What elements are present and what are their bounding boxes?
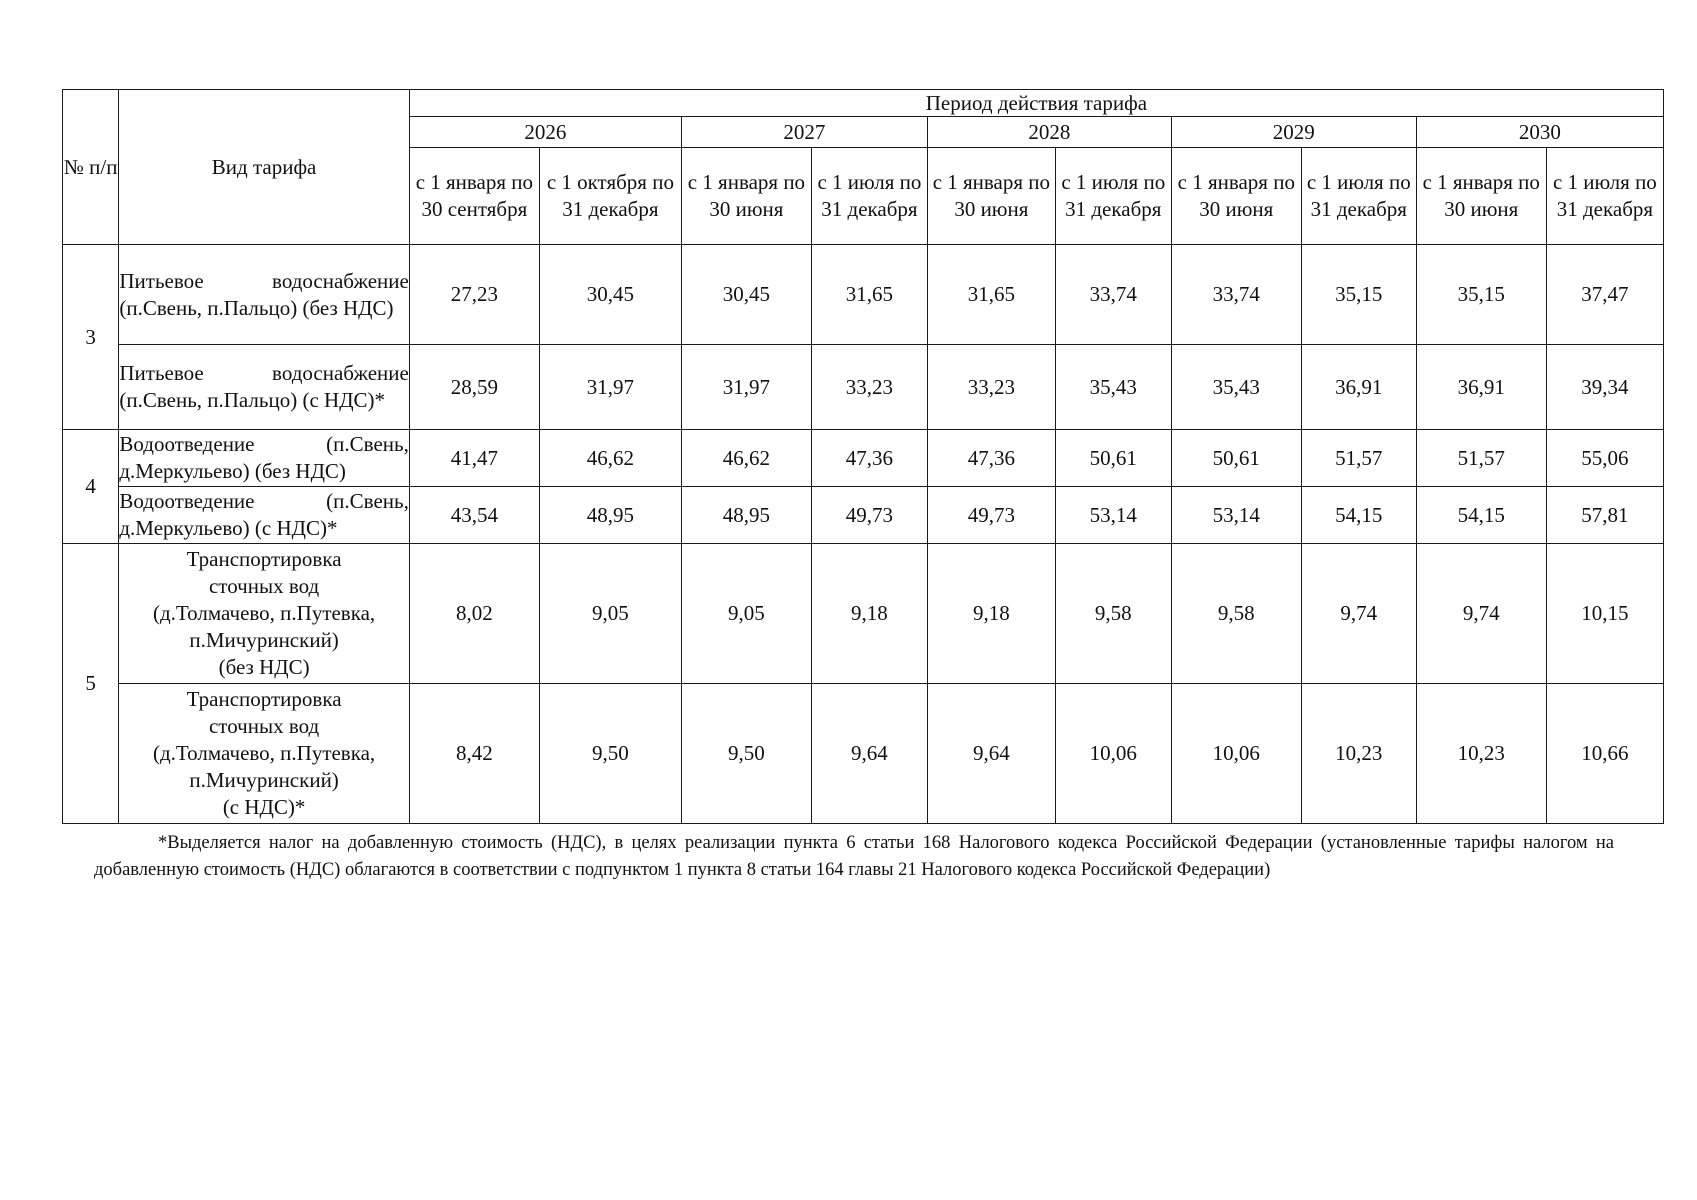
tariff-name-line: Транспортировка [186, 687, 342, 711]
tariff-value: 9,18 [811, 544, 927, 684]
tariff-value: 48,95 [539, 487, 681, 544]
tariff-value: 9,50 [681, 684, 811, 824]
tariff-name-line: (без НДС) [218, 655, 310, 679]
tariff-value: 35,15 [1301, 245, 1416, 345]
tariff-value: 9,64 [811, 684, 927, 824]
tariff-value: 10,66 [1546, 684, 1663, 824]
tariff-name-line: (д.Толмачево, п.Путевка, [153, 741, 376, 765]
header-period: Период действия тарифа [409, 90, 1663, 117]
tariff-value: 53,14 [1171, 487, 1301, 544]
header-year: 2028 [927, 117, 1171, 148]
table-row [63, 245, 1664, 345]
header-num: № п/п [63, 90, 119, 245]
tariff-value: 47,36 [927, 430, 1055, 487]
tariff-value: 48,95 [681, 487, 811, 544]
tariff-value: 37,47 [1546, 245, 1663, 345]
row-number: 4 [63, 430, 119, 544]
table-row [63, 544, 1664, 684]
tariff-name-line: (д.Толмачево, п.Путевка, [153, 601, 376, 625]
header-period-range: с 1 октября по 31 декабря [539, 148, 681, 245]
tariff-value: 10,23 [1301, 684, 1416, 824]
tariff-value: 36,91 [1416, 345, 1546, 430]
tariff-value: 9,64 [927, 684, 1055, 824]
tariff-value: 9,58 [1055, 544, 1171, 684]
tariff-name [119, 430, 409, 487]
tariff-name [119, 544, 409, 684]
tariff-value: 49,73 [811, 487, 927, 544]
header-period-range: с 1 июля по 31 декабря [811, 148, 927, 245]
tariff-value: 54,15 [1416, 487, 1546, 544]
tariff-value: 31,97 [539, 345, 681, 430]
tariff-value: 55,06 [1546, 430, 1663, 487]
table-header [63, 90, 1664, 245]
header-year: 2027 [681, 117, 927, 148]
header-period-range: с 1 января по 30 июня [927, 148, 1055, 245]
tariff-name-text: Водоотведение (п.Свень, д.Меркульево) (с НДС)* [119, 489, 409, 540]
tariff-value: 9,74 [1416, 544, 1546, 684]
header-type: Вид тарифа [119, 90, 409, 245]
header-period-range: с 1 июля по 31 декабря [1055, 148, 1171, 245]
tariff-value: 43,54 [409, 487, 539, 544]
tariff-value: 10,06 [1055, 684, 1171, 824]
tariff-value: 36,91 [1301, 345, 1416, 430]
tariff-value: 27,23 [409, 245, 539, 345]
tariff-value: 31,97 [681, 345, 811, 430]
tariff-value: 50,61 [1055, 430, 1171, 487]
header-year: 2030 [1416, 117, 1663, 148]
tariff-value: 33,74 [1171, 245, 1301, 345]
header-period-range: с 1 января по 30 июня [681, 148, 811, 245]
tariff-value: 9,58 [1171, 544, 1301, 684]
tariff-value: 47,36 [811, 430, 927, 487]
tariff-name-line: Транспортировка [186, 547, 342, 571]
tariff-name-line: сточных вод [208, 574, 320, 598]
tariff-value: 30,45 [681, 245, 811, 345]
tariff-value: 8,02 [409, 544, 539, 684]
tariff-name [119, 245, 409, 345]
tariff-value: 35,43 [1055, 345, 1171, 430]
table-row [63, 430, 1664, 487]
tariff-value: 57,81 [1546, 487, 1663, 544]
tariff-value: 39,34 [1546, 345, 1663, 430]
tariff-value: 50,61 [1171, 430, 1301, 487]
tariff-name-line: сточных вод [208, 714, 320, 738]
tariff-name-line: п.Мичуринский) [189, 628, 339, 652]
tariff-value: 53,14 [1055, 487, 1171, 544]
tariff-table [62, 89, 1664, 824]
tariff-name [119, 684, 409, 824]
tariff-value: 31,65 [811, 245, 927, 345]
header-year: 2029 [1171, 117, 1416, 148]
tariff-name-text: Водоотведение (п.Свень, д.Меркульево) (без НДС) [119, 432, 409, 483]
header-period-range: с 1 июля по 31 декабря [1301, 148, 1416, 245]
tariff-value: 46,62 [681, 430, 811, 487]
row-number: 5 [63, 544, 119, 824]
tariff-value: 41,47 [409, 430, 539, 487]
tariff-value: 49,73 [927, 487, 1055, 544]
tariff-value: 46,62 [539, 430, 681, 487]
tariff-value: 35,43 [1171, 345, 1301, 430]
table-row [63, 684, 1664, 824]
tariff-value: 10,23 [1416, 684, 1546, 824]
tariff-name [119, 487, 409, 544]
tariff-value: 33,23 [811, 345, 927, 430]
tariff-value: 10,15 [1546, 544, 1663, 684]
table-body [63, 245, 1664, 824]
document-page [62, 89, 1664, 824]
tariff-value: 9,05 [681, 544, 811, 684]
table-row [63, 345, 1664, 430]
header-period-range: с 1 января по 30 июня [1416, 148, 1546, 245]
header-period-range: с 1 июля по 31 декабря [1546, 148, 1663, 245]
tariff-value: 9,18 [927, 544, 1055, 684]
header-period-range: с 1 января по 30 июня [1171, 148, 1301, 245]
tariff-value: 31,65 [927, 245, 1055, 345]
tariff-value: 35,15 [1416, 245, 1546, 345]
header-year: 2026 [409, 117, 681, 148]
tariff-value: 33,23 [927, 345, 1055, 430]
tariff-value: 54,15 [1301, 487, 1416, 544]
tariff-value: 33,74 [1055, 245, 1171, 345]
tariff-name-line: (с НДС)* [222, 795, 306, 819]
table-row [63, 487, 1664, 544]
tariff-name-text: Питьевое водоснабжение (п.Свень, п.Пальцо) (с НДС)* [119, 361, 409, 412]
tariff-value: 8,42 [409, 684, 539, 824]
tariff-value: 28,59 [409, 345, 539, 430]
tariff-value: 10,06 [1171, 684, 1301, 824]
tariff-value: 9,05 [539, 544, 681, 684]
tariff-name [119, 345, 409, 430]
row-number: 3 [63, 245, 119, 430]
header-period-range: с 1 января по 30 сентября [409, 148, 539, 245]
footnote: *Выделяется налог на добавленную стоимость (НДС), в целях реализации пункта 6 статьи 168 Налогового кодекса Российской Федерации (установленные тарифы налогом на добавленную стоимость (НДС) облагаются в соответствии с подпунктом 1 пункта 8 статьи 164 главы 21 Налогового кодекса Российской Федерации) [94, 833, 1614, 880]
tariff-value: 30,45 [539, 245, 681, 345]
tariff-value: 51,57 [1301, 430, 1416, 487]
tariff-value: 9,50 [539, 684, 681, 824]
tariff-name-text: Питьевое водоснабжение (п.Свень, п.Пальцо) (без НДС) [119, 268, 409, 320]
tariff-value: 51,57 [1416, 430, 1546, 487]
tariff-name-line: п.Мичуринский) [189, 768, 339, 792]
tariff-value: 9,74 [1301, 544, 1416, 684]
